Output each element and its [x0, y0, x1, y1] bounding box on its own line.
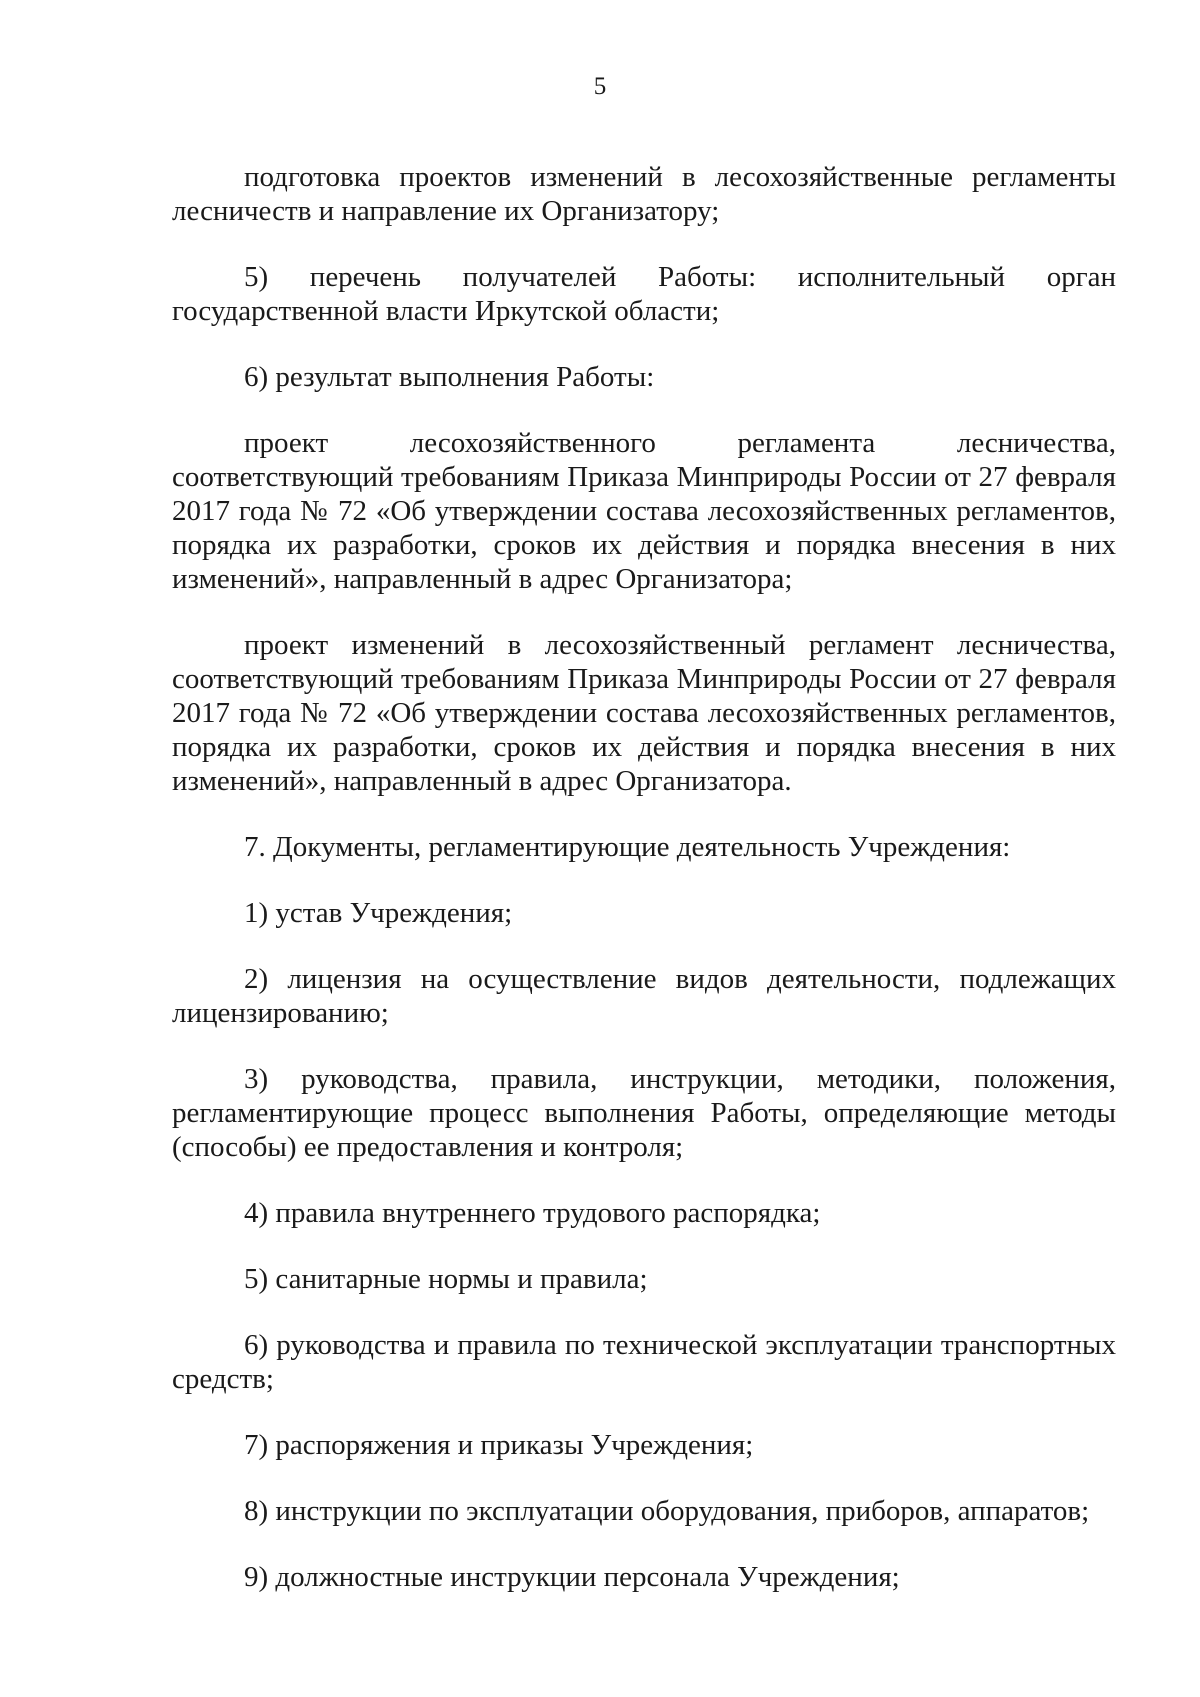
list-item-guidelines: 3) руководства, правила, инструкции, методики, положения, регламентирующие процесс выполнения Работы, определяющие методы (способы) ее предоставления и контроля;: [172, 1063, 1116, 1163]
page-number: 5: [593, 73, 607, 100]
list-item-vehicle-rules: 6) руководства и правила по технической эксплуатации транспортных средств;: [172, 1329, 1116, 1395]
paragraph-result-heading: 6) результат выполнения Работы:: [244, 361, 655, 393]
paragraph-result-regulation-project: проект лесохозяйственного регламента лесничества, соответствующий требованиям Приказа Минприроды России от 27 февраля 2017 года № 72 «Об утверждении состава лесохозяйственных регламентов, порядка их разработки, сроков их действия и порядка внесения в них изменений», направленный в адрес Организатора;: [172, 427, 1116, 595]
paragraph-recipients: 5) перечень получателей Работы: исполнительный орган государственной власти Иркутской области;: [172, 261, 1116, 327]
paragraph-regulation-changes: подготовка проектов изменений в лесохозяйственные регламенты лесничеств и направление их Организатору;: [172, 161, 1116, 227]
list-item-labor-rules: 4) правила внутреннего трудового распорядка;: [244, 1197, 821, 1229]
document-body: [172, 160, 1116, 1626]
list-item-license: 2) лицензия на осуществление видов деятельности, подлежащих лицензированию;: [172, 963, 1116, 1029]
list-item-charter: 1) устав Учреждения;: [244, 897, 513, 929]
paragraph-result-changes-project: проект изменений в лесохозяйственный регламент лесничества, соответствующий требованиям Приказа Минприроды России от 27 февраля 2017 года № 72 «Об утверждении состава лесохозяйственных регламентов, порядка их разработки, сроков их действия и порядка внесения в них изменений», направленный в адрес Организатора.: [172, 629, 1116, 797]
list-item-sanitary-norms: 5) санитарные нормы и правила;: [244, 1263, 648, 1295]
list-item-orders: 7) распоряжения и приказы Учреждения;: [244, 1429, 754, 1461]
list-item-equipment-instructions: 8) инструкции по эксплуатации оборудования, приборов, аппаратов;: [244, 1495, 1090, 1527]
list-item-job-descriptions: 9) должностные инструкции персонала Учреждения;: [244, 1561, 900, 1593]
section-heading-documents: 7. Документы, регламентирующие деятельность Учреждения:: [244, 831, 1011, 863]
